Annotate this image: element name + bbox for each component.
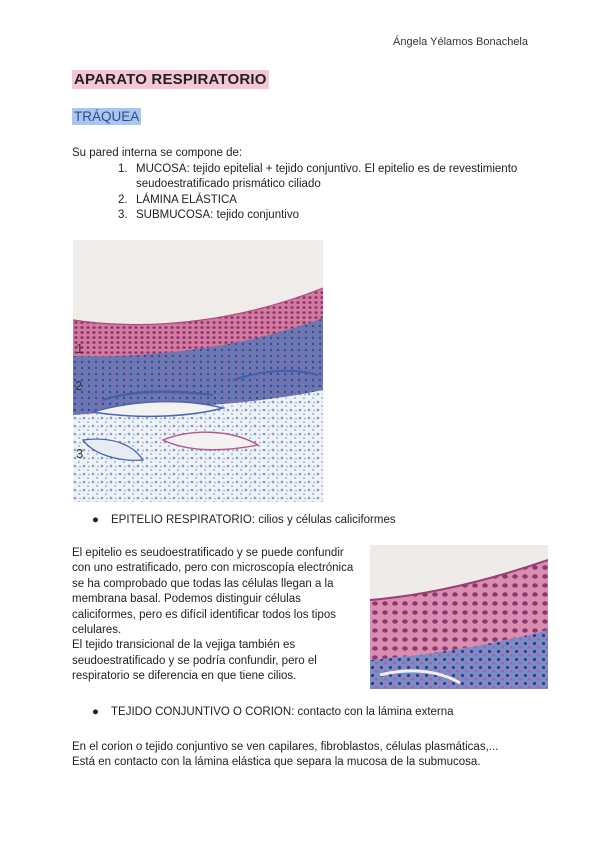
list-item: 3. SUBMUCOSA: tejido conjuntivo xyxy=(118,209,299,222)
intro-text: Su pared interna se compone de: xyxy=(72,147,243,159)
corion-paragraph: En el corion o tejido conjuntivo se ven capilares, fibroblastos, células plasmáticas,... Está en contacto con la lámina elástica que separa la mucosa de la submucosa. xyxy=(72,741,499,769)
trachea-micrograph xyxy=(73,240,323,502)
figure-label-1: 1 xyxy=(76,341,84,356)
list-item: ● EPITELIO RESPIRATORIO: cilios y células caliciformes xyxy=(92,514,396,526)
figure-label-2: 2 xyxy=(75,378,83,393)
list-item: ● TEJIDO CONJUNTIVO O CORION: contacto con la lámina externa xyxy=(92,706,454,718)
layers-list xyxy=(72,162,532,224)
bullet-icon: ● xyxy=(92,514,99,526)
section-title: TRÁQUEA xyxy=(74,109,140,124)
bullet-icon: ● xyxy=(92,706,99,718)
epithelium-micrograph xyxy=(370,545,548,689)
author-name: Ángela Yélamos Bonachela xyxy=(393,36,528,48)
epitelio-paragraph: El epitelio es seudoestratificado y se puede confundir con uno estratificado, pero con microscopía electrónica se ha comprobado que todas las células llegan a la membrana basal. Podemos distinguir células caliciformes, pero es difícil identificar todos los tipos celulares. El tejido transicional de la vejiga también es seudoestratificado y se podría confundir, pero el respiratorio se diferencia en que tiene cilios. xyxy=(72,547,354,683)
list-item: 1. MUCOSA: tejido epitelial + tejido conjuntivo. El epitelio es de revestimiento seudoestratificado prismático ciliado xyxy=(118,163,518,191)
figure-label-3: 3 xyxy=(76,446,84,461)
document-title: APARATO RESPIRATORIO xyxy=(74,71,267,88)
list-item: 2. LÁMINA ELÁSTICA xyxy=(118,193,237,206)
